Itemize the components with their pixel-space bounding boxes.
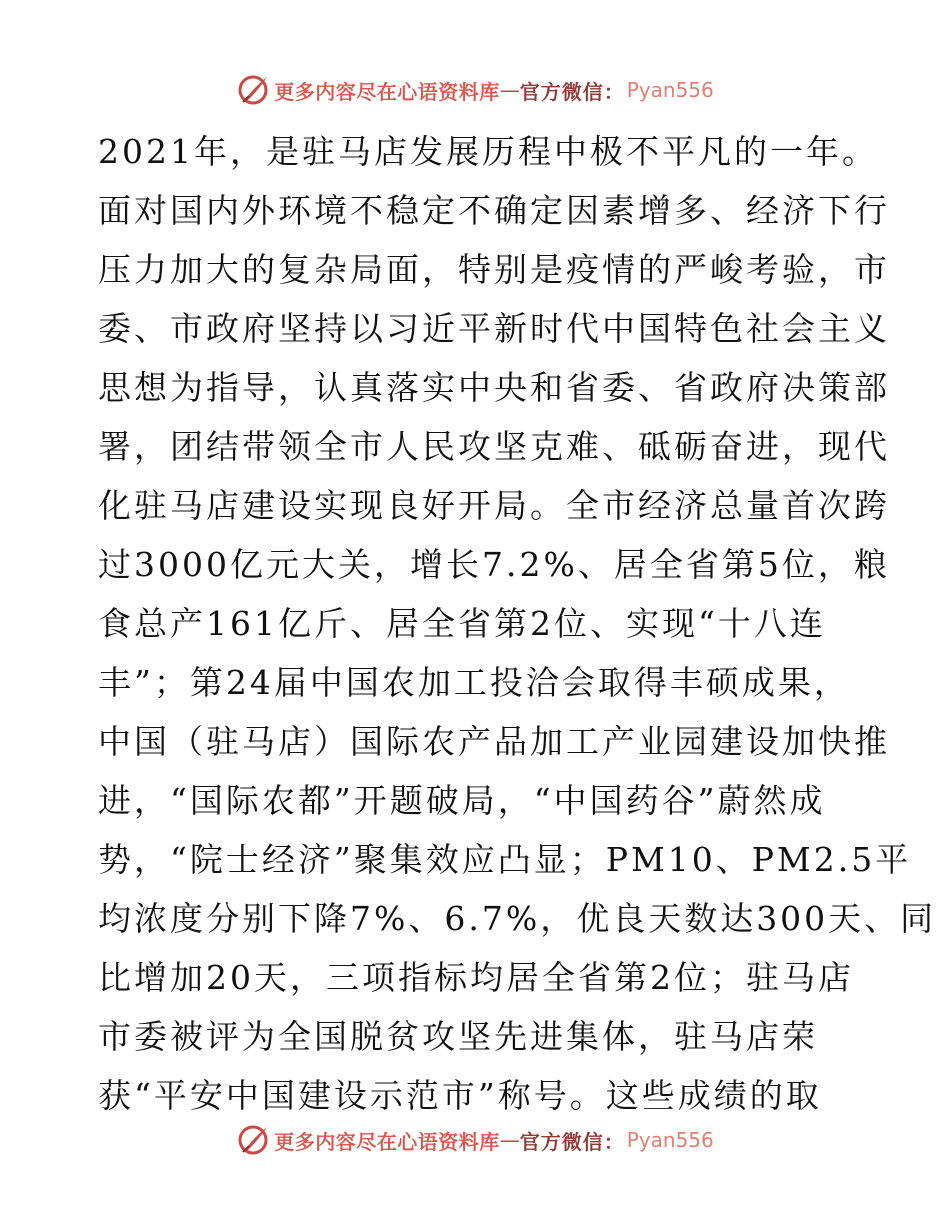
text-line: 市委被评为全国脱贫攻坚先进集体，驻马店荣 [98,1017,818,1056]
watermark-dash: — [499,1128,520,1152]
text-line: 均浓度分别下降7%、6.7%，优良天数达300天、同 [98,899,937,938]
watermark-site-text: 更多内容尽在心语资料库 [274,1129,500,1154]
text-line: 压力加大的复杂局面，特别是疫情的严峻考验，市 [98,250,890,289]
text-line: 署，团结带领全市人民攻坚克难、砥砺奋进，现代 [98,427,890,466]
text-line: 获“平安中国建设示范市”称号。这些成绩的取 [98,1076,822,1115]
watermark-dash: — [499,78,520,102]
document-body [98,122,937,1125]
text-line: 势，“院士经济”聚集效应凸显；PM10、PM2.5平 [98,840,912,879]
text-line: 面对国内外环境不稳定不确定因素增多、经济下行 [98,191,890,230]
text-line: 委、市政府坚持以习近平新时代中国特色社会主义 [98,309,890,348]
watermark-official-text: 官方微信： [519,79,625,104]
text-line: 丰”；第24届中国农加工投洽会取得丰硕成果， [98,663,850,702]
watermark-wechat-id: Pyan556 [626,78,714,102]
watermark-wechat-id: Pyan556 [626,1128,714,1152]
watermark-official-text: 官方微信： [519,1129,625,1154]
text-line: 过3000亿元大关，增长7.2%、居全省第5位，粮 [98,545,890,584]
text-line: 2021年，是驻马店发展历程中极不平凡的一年。 [98,132,878,171]
header-watermark [0,70,950,110]
feather-circle-logo-icon [236,73,270,107]
text-line: 比增加20天，三项指标均居全省第2位；驻马店 [98,958,854,997]
text-line: 思想为指导，认真落实中央和省委、省政府决策部 [98,368,890,407]
footer-watermark [0,1120,950,1160]
text-line: 中国（驻马店）国际农产品加工产业园建设加快推 [98,722,890,761]
text-line: 化驻马店建设实现良好开局。全市经济总量首次跨 [98,486,890,525]
text-line: 进，“国际农都”开题破局，“中国药谷”蔚然成 [98,781,826,820]
text-line: 食总产161亿斤、居全省第2位、实现“十八连 [98,604,826,643]
feather-circle-logo-icon [236,1123,270,1157]
watermark-site-text: 更多内容尽在心语资料库 [274,79,500,104]
